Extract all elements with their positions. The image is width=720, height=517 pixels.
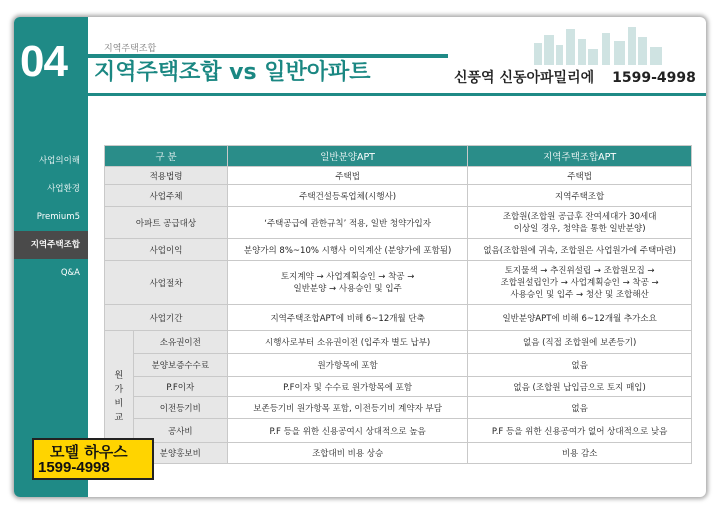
cell-general: P.F 등을 위한 신용공여시 상대적으로 높음: [228, 419, 468, 443]
cell-line: 일반분양 → 사용승인 및 입주: [293, 283, 402, 294]
cell-general: 시행사로부터 소유권이전 (입주자 별도 납부): [228, 331, 468, 354]
row-label: 소유권이전: [133, 331, 227, 354]
promo-line: [454, 67, 696, 87]
cell-union: [468, 261, 692, 305]
cell-general: 지역주택조합APT에 비해 6~12개월 단축: [228, 305, 468, 331]
comparison-table: [104, 145, 692, 464]
header-category: 구 분: [105, 146, 228, 167]
cell-general: ‘주택공급에 관한규칙’ 적용, 일반 청약가입자: [228, 207, 468, 239]
row-label: 사업주체: [105, 185, 228, 207]
cell-union: 없음: [468, 397, 692, 419]
nav-item-business[interactable]: 사업의이해: [38, 156, 80, 166]
row-label: 사업절차: [105, 261, 228, 305]
table-row: [105, 443, 692, 464]
table-row: [105, 305, 692, 331]
table-header-row: [105, 146, 692, 167]
cell-union: 지역주택조합: [468, 185, 692, 207]
cell-union: 없음: [468, 354, 692, 377]
cell-general: 주택건설등록업체(시행사): [228, 185, 468, 207]
cell-general: [228, 261, 468, 305]
table-row: [105, 207, 692, 239]
table-row: [105, 239, 692, 261]
sidebar-nav: [14, 147, 88, 287]
cell-general: 조합대비 비용 상승: [228, 443, 468, 464]
chapter-number: 04: [20, 37, 67, 86]
cell-line: 조합원설립인가 → 사업계획승인 → 착공 →: [500, 277, 659, 288]
cell-general: 원가항목에 포함: [228, 354, 468, 377]
cell-union: 주택법: [468, 167, 692, 185]
cell-union: [468, 207, 692, 239]
cell-union: 없음 (조합원 납입금으로 토지 매입): [468, 377, 692, 397]
row-label: 사업이익: [105, 239, 228, 261]
cell-union: 일반분양APT에 비해 6~12개월 추가소요: [468, 305, 692, 331]
table-row: [105, 377, 692, 397]
cell-general: P.F이자 및 수수료 원가항목에 포함: [228, 377, 468, 397]
chapter-category: 지역주택조합: [104, 44, 157, 54]
row-label: 이전등기비: [133, 397, 227, 419]
cell-line: 사용승인 및 입주 → 청산 및 조합해산: [510, 289, 649, 300]
promo-place: 신풍역 신동아파밀리에: [454, 70, 595, 86]
table-row: [105, 397, 692, 419]
row-label: 아파트 공급대상: [105, 207, 228, 239]
cell-general: 보존등기비 원가항목 포함, 이전등기비 계약자 부담: [228, 397, 468, 419]
cell-general: 분양가의 8%~10% 시행사 이익계산 (분양가에 포함됨): [228, 239, 468, 261]
slide-frame: [14, 17, 706, 497]
table-row: [105, 185, 692, 207]
cost-group-label: 원 가 비 교: [105, 331, 134, 464]
cell-line: 조합원(조합원 공급후 잔여세대가 30세대: [502, 211, 657, 222]
header-general: 일반분양APT: [228, 146, 468, 167]
cell-line: 토지물색 → 추진위설립 → 조합원모집 →: [504, 265, 655, 276]
table-row: [105, 167, 692, 185]
cell-line: 이상일 경우, 청약을 통한 일반분양): [513, 223, 646, 234]
city-skyline-icon: [524, 21, 674, 65]
nav-item-market[interactable]: 사업환경: [47, 184, 80, 194]
header-rule: [88, 93, 706, 96]
promo-phone: 1599-4998: [612, 70, 696, 86]
cell-general: 주택법: [228, 167, 468, 185]
cell-line: 토지계약 → 사업계획승인 → 착공 →: [280, 271, 415, 282]
page-title: 지역주택조합 vs 일반아파트: [94, 60, 371, 85]
table-row: [105, 261, 692, 305]
row-label: P.F이자: [133, 377, 227, 397]
row-label: 분양홍보비: [133, 443, 227, 464]
sidebar: [14, 17, 88, 497]
model-house-badge[interactable]: [32, 438, 154, 480]
row-label: 분양보증수수료: [133, 354, 227, 377]
table-row: [105, 331, 692, 354]
cell-union: 없음(조합원에 귀속, 조합원은 사업원가에 주택마련): [468, 239, 692, 261]
row-label: 사업기간: [105, 305, 228, 331]
row-label: 공사비: [133, 419, 227, 443]
cell-union: 없음 (직접 조합원에 보존등기): [468, 331, 692, 354]
badge-name: 모델 하우스: [50, 443, 128, 461]
table-row: [105, 419, 692, 443]
nav-item-qna[interactable]: Q&A: [60, 268, 80, 278]
badge-phone: 1599-4998: [38, 459, 110, 476]
row-label: 적용법령: [105, 167, 228, 185]
cell-union: P.F 등을 위한 신용공여가 없어 상대적으로 낮음: [468, 419, 692, 443]
nav-item-union[interactable]: 지역주택조합: [14, 231, 88, 259]
header-union: 지역주택조합APT: [468, 146, 692, 167]
nav-item-premium[interactable]: Premium5: [36, 212, 80, 222]
cell-union: 비용 감소: [468, 443, 692, 464]
table-row: [105, 354, 692, 377]
